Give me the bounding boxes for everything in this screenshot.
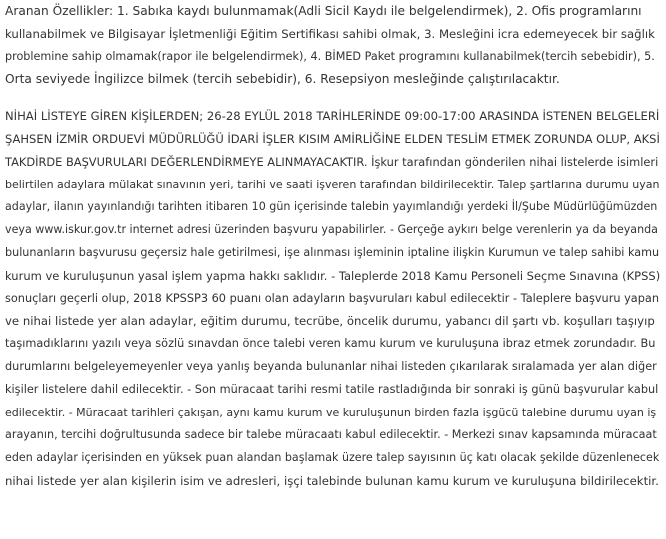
text-line: kurum ve kuruluşunun yasal işlem yapma hakkı saklıdır. - Taleplerde 2018 Kamu Personeli Seçme Sınavına (KPSS) xyxy=(5,268,661,283)
requirements-paragraph xyxy=(5,0,655,91)
text-line: ŞAHSEN İZMİR ORDUEVİ MÜDÜRLÜĞÜ İDARİ İŞLER KISIM AMİRLİĞİNE ELDEN TESLİM ETMEK ZORUNDA OLUP, AKSİ xyxy=(5,131,660,146)
text-line: TAKDİRDE BAŞVURULARI DEĞERLENDİRMEYE ALINMAYACAKTIR. İşkur tarafından gönderilen nihai listelerde isimleri xyxy=(5,154,659,169)
text-line: nihai listede yer alan kişilerin isim ve adresleri, işçi talebinde bulunan kamu kurum ve kuruluşuna bildirilecektir. xyxy=(5,473,659,488)
text-line: NİHAİ LİSTEYE GİREN KİŞİLERDEN; 26-28 EYLÜL 2018 TARİHLERİNDE 09:00-17:00 ARASINDA İSTENEN BELGELERİ xyxy=(5,109,660,124)
text-line: adaylar, ilanın yayınlandığı tarihten itibaren 10 gün içerisinde talebin yayımlandığı yerdeki İl/Şube Müdürlüğümüzden xyxy=(5,200,658,214)
text-line: arayanın, tercihi doğrultusunda sadece bir talebe müracaatı kabul edilecektir. - Merkezi sınav kapsamında müracaat xyxy=(5,428,657,442)
text-line: edilecektir. - Müracaat tarihleri çakışan, aynı kamu kurum ve kuruluşunun birden fazla işgücü talebine durumu uyan iş xyxy=(5,405,657,419)
text-line: eden adaylar içerisinden en yüksek puan alandan başlamak üzere talep sayısının üç katı olacak şekilde düzenlenecek xyxy=(5,451,660,465)
text-line: kullanabilmek ve Bilgisayar İşletmenliği Eğitim Sertifikası sahibi olmak, 3. Mesleğini icra edemeyecek bir sağlık xyxy=(5,26,655,41)
text-line: ve nihai listede yer alan adaylar, eğitim durumu, tecrübe, öncelik durumu, yabancı dil şartı vb. koşulları taşıyıp xyxy=(5,314,655,329)
text-line: durumlarını belgeleyemeyenler veya yanlış beyanda bulunanlar nihai listeden çıkarılarak sıralamada yer alan diğer xyxy=(5,359,657,373)
application-conditions-paragraph xyxy=(5,105,661,493)
text-line: problemine sahip olmamak(rapor ile belgelendirmek), 4. BİMED Paket programını kullanabilmek(tercih sebebidir), 5. xyxy=(5,49,655,63)
text-line: belirtilen adaylara mülakat sınavının yeri, tarihi ve saati işveren tarafından bildirilecektir. Talep şartlarına durumu uyan xyxy=(5,177,660,191)
text-line: Aranan Özellikler: 1. Sabıka kaydı bulunmamak(Adli Sicil Kaydı ile belgelendirmek), 2. Ofis programlarını xyxy=(5,4,642,18)
text-line: Orta seviyede İngilizce bilmek (tercih sebebidir), 6. Resepsiyon mesleğinde çalıştırılacaktır. xyxy=(5,72,560,87)
text-line: veya www.iskur.gov.tr internet adresi üzerinden başvuru yapabilirler. - Gerçeğe aykırı belge verenlerin ya da beyanda xyxy=(5,223,658,237)
text-line: kişiler listelere dahil edilecektir. - Son müracaat tarihi resmi tatile rastladığında bir sonraki iş günü başvurular kabul xyxy=(5,382,659,396)
text-line: sonuçları geçerli olup, 2018 KPSSP3 60 puanı olan adayların başvuruları kabul edilecektir - Taleplere başvuru yapan xyxy=(5,291,659,305)
text-line: bulunanların başvurusu geçersiz hale getirilmesi, işe alınması işleminin iptaline ilişkin Kurumun ve talep sahibi kamu xyxy=(5,245,660,259)
text-line: taşımadıklarını yazılı veya sözlü sınavdan önce talebi veren kamu kurum ve kuruluşuna ibraz etmek zorundadır. Bu xyxy=(5,337,656,351)
